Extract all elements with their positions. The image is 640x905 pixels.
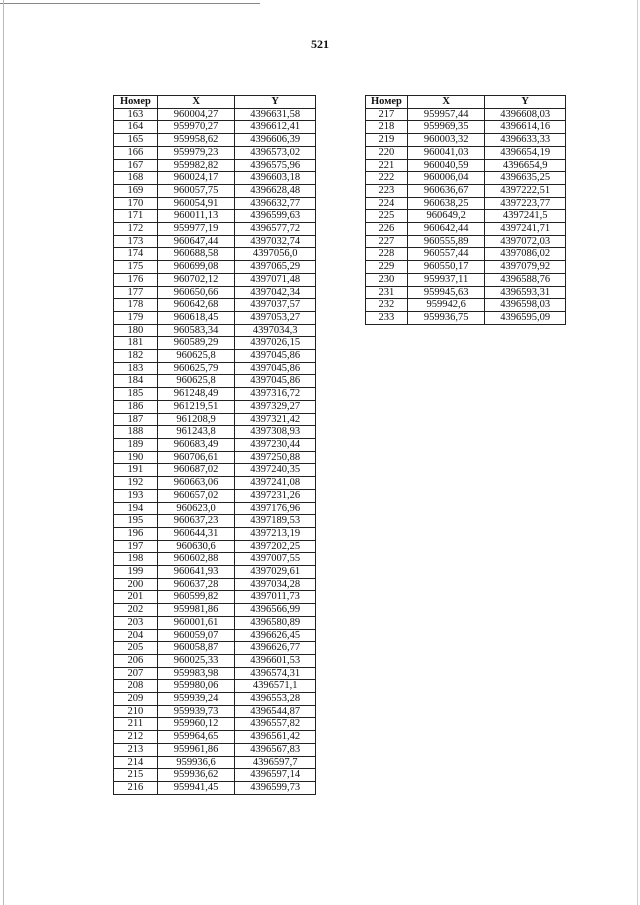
cell-y: 4397202,25 (235, 540, 316, 553)
table-row (366, 261, 566, 274)
scan-edge-left (3, 0, 4, 905)
cell-y: 4397065,29 (235, 261, 316, 274)
table-row (114, 159, 316, 172)
cell-number: 196 (114, 527, 158, 540)
cell-number: 212 (114, 731, 158, 744)
cell-number: 163 (114, 108, 158, 121)
table-row (114, 743, 316, 756)
table-row (366, 223, 566, 236)
cell-number: 199 (114, 566, 158, 579)
cell-x: 959942,6 (407, 299, 485, 312)
table-row (114, 756, 316, 769)
cell-x: 959957,44 (407, 108, 485, 121)
cell-y: 4396567,83 (235, 743, 316, 756)
cell-x: 960625,8 (157, 375, 235, 388)
table-row (114, 515, 316, 528)
cell-number: 213 (114, 743, 158, 756)
cell-x: 960555,89 (407, 235, 485, 248)
cell-y: 4396628,48 (235, 184, 316, 197)
cell-x: 960550,17 (407, 261, 485, 274)
table-row (114, 426, 316, 439)
cell-number: 179 (114, 311, 158, 324)
cell-y: 4397007,55 (235, 553, 316, 566)
table-row (366, 108, 566, 121)
cell-x: 961243,8 (157, 426, 235, 439)
cell-number: 178 (114, 299, 158, 312)
cell-x: 960650,66 (157, 286, 235, 299)
cell-number: 172 (114, 223, 158, 236)
header-y: Y (485, 96, 566, 109)
cell-number: 164 (114, 121, 158, 134)
table-row (114, 642, 316, 655)
cell-number: 208 (114, 680, 158, 693)
table-row (114, 235, 316, 248)
cell-number: 214 (114, 756, 158, 769)
cell-y: 4396654,19 (485, 146, 566, 159)
coordinates-table-left (113, 95, 316, 795)
cell-y: 4396598,03 (485, 299, 566, 312)
cell-x: 960057,75 (157, 184, 235, 197)
table-row (114, 172, 316, 185)
table-row (114, 108, 316, 121)
cell-y: 4396654,9 (485, 159, 566, 172)
cell-number: 221 (366, 159, 408, 172)
table-row (114, 146, 316, 159)
cell-y: 4396571,1 (235, 680, 316, 693)
header-number: Номер (366, 96, 408, 109)
table-header-row (366, 96, 566, 109)
cell-y: 4397213,19 (235, 527, 316, 540)
cell-y: 4397308,93 (235, 426, 316, 439)
cell-y: 4397241,08 (235, 477, 316, 490)
cell-number: 204 (114, 629, 158, 642)
cell-number: 215 (114, 769, 158, 782)
cell-number: 229 (366, 261, 408, 274)
cell-x: 959979,23 (157, 146, 235, 159)
cell-y: 4397053,27 (235, 311, 316, 324)
cell-number: 200 (114, 578, 158, 591)
table-row (366, 172, 566, 185)
table-row (114, 781, 316, 794)
header-number: Номер (114, 96, 158, 109)
cell-y: 4397321,42 (235, 413, 316, 426)
cell-x: 960623,0 (157, 502, 235, 515)
cell-y: 4396595,09 (485, 311, 566, 324)
table-row (366, 210, 566, 223)
cell-x: 960058,87 (157, 642, 235, 655)
table-row (114, 578, 316, 591)
cell-number: 202 (114, 604, 158, 617)
header-x: X (157, 96, 235, 109)
cell-y: 4397230,44 (235, 438, 316, 451)
table-row (114, 299, 316, 312)
cell-x: 961208,9 (157, 413, 235, 426)
table-row (114, 388, 316, 401)
cell-number: 226 (366, 223, 408, 236)
table-row (114, 705, 316, 718)
cell-y: 4397034,3 (235, 324, 316, 337)
cell-x: 960657,02 (157, 489, 235, 502)
cell-y: 4396599,73 (235, 781, 316, 794)
cell-x: 960059,07 (157, 629, 235, 642)
cell-y: 4397240,35 (235, 464, 316, 477)
table-row (114, 667, 316, 680)
cell-y: 4396601,53 (235, 654, 316, 667)
cell-x: 960602,88 (157, 553, 235, 566)
table-row (114, 566, 316, 579)
cell-number: 230 (366, 273, 408, 286)
cell-number: 231 (366, 286, 408, 299)
table-row (114, 540, 316, 553)
cell-y: 4396608,03 (485, 108, 566, 121)
cell-x: 960003,32 (407, 134, 485, 147)
cell-x: 960583,34 (157, 324, 235, 337)
header-y: Y (235, 96, 316, 109)
cell-number: 228 (366, 248, 408, 261)
cell-y: 4396631,58 (235, 108, 316, 121)
cell-number: 216 (114, 781, 158, 794)
cell-x: 960702,12 (157, 273, 235, 286)
cell-y: 4397045,86 (235, 362, 316, 375)
cell-x: 959936,62 (157, 769, 235, 782)
cell-number: 224 (366, 197, 408, 210)
cell-number: 227 (366, 235, 408, 248)
cell-y: 4396577,72 (235, 223, 316, 236)
cell-x: 960644,31 (157, 527, 235, 540)
cell-y: 4397011,73 (235, 591, 316, 604)
table-row (366, 121, 566, 134)
table-row (366, 197, 566, 210)
cell-x: 959939,24 (157, 693, 235, 706)
table-row (114, 438, 316, 451)
cell-number: 187 (114, 413, 158, 426)
table-row (114, 654, 316, 667)
cell-x: 960688,58 (157, 248, 235, 261)
cell-x: 960649,2 (407, 210, 485, 223)
cell-x: 960630,6 (157, 540, 235, 553)
cell-number: 232 (366, 299, 408, 312)
cell-x: 959961,86 (157, 743, 235, 756)
cell-x: 960001,61 (157, 616, 235, 629)
cell-number: 166 (114, 146, 158, 159)
cell-y: 4397241,71 (485, 223, 566, 236)
table-row (114, 248, 316, 261)
table-row (366, 134, 566, 147)
table-row (114, 591, 316, 604)
cell-number: 197 (114, 540, 158, 553)
table-row (114, 477, 316, 490)
table-row (114, 121, 316, 134)
cell-x: 959941,45 (157, 781, 235, 794)
table-header-row (114, 96, 316, 109)
cell-x: 960647,44 (157, 235, 235, 248)
table-row (114, 337, 316, 350)
table-row (114, 273, 316, 286)
table-row (366, 311, 566, 324)
cell-x: 959937,11 (407, 273, 485, 286)
cell-number: 217 (366, 108, 408, 121)
cell-y: 4397079,92 (485, 261, 566, 274)
cell-number: 171 (114, 210, 158, 223)
cell-number: 173 (114, 235, 158, 248)
cell-x: 961219,51 (157, 400, 235, 413)
cell-number: 176 (114, 273, 158, 286)
cell-y: 4396612,41 (235, 121, 316, 134)
cell-number: 170 (114, 197, 158, 210)
cell-y: 4396599,63 (235, 210, 316, 223)
cell-x: 959981,86 (157, 604, 235, 617)
table-row (114, 731, 316, 744)
coordinates-table-right (365, 95, 566, 325)
table-row (366, 159, 566, 172)
cell-x: 960636,67 (407, 184, 485, 197)
cell-number: 177 (114, 286, 158, 299)
cell-y: 4397026,15 (235, 337, 316, 350)
cell-x: 960625,79 (157, 362, 235, 375)
cell-y: 4396575,96 (235, 159, 316, 172)
cell-number: 193 (114, 489, 158, 502)
cell-y: 4397250,88 (235, 451, 316, 464)
cell-x: 961248,49 (157, 388, 235, 401)
cell-number: 218 (366, 121, 408, 134)
cell-number: 175 (114, 261, 158, 274)
table-row (114, 210, 316, 223)
header-x: X (407, 96, 485, 109)
cell-x: 960041,03 (407, 146, 485, 159)
cell-y: 4397231,26 (235, 489, 316, 502)
table-row (114, 362, 316, 375)
cell-number: 165 (114, 134, 158, 147)
cell-x: 960699,08 (157, 261, 235, 274)
cell-number: 181 (114, 337, 158, 350)
cell-x: 959939,73 (157, 705, 235, 718)
cell-x: 960557,44 (407, 248, 485, 261)
cell-x: 960011,13 (157, 210, 235, 223)
cell-x: 960004,27 (157, 108, 235, 121)
cell-x: 960618,45 (157, 311, 235, 324)
cell-x: 959982,82 (157, 159, 235, 172)
table-row (114, 375, 316, 388)
cell-x: 960683,49 (157, 438, 235, 451)
table-row (114, 223, 316, 236)
cell-y: 4396593,31 (485, 286, 566, 299)
cell-x: 960599,82 (157, 591, 235, 604)
cell-number: 191 (114, 464, 158, 477)
cell-x: 960054,91 (157, 197, 235, 210)
table-row (114, 197, 316, 210)
cell-number: 219 (366, 134, 408, 147)
cell-y: 4396566,99 (235, 604, 316, 617)
cell-number: 233 (366, 311, 408, 324)
cell-number: 201 (114, 591, 158, 604)
cell-number: 167 (114, 159, 158, 172)
cell-x: 960706,61 (157, 451, 235, 464)
table-row (114, 693, 316, 706)
cell-number: 180 (114, 324, 158, 337)
cell-y: 4396626,77 (235, 642, 316, 655)
cell-y: 4397045,86 (235, 375, 316, 388)
cell-y: 4397029,61 (235, 566, 316, 579)
table-row (366, 184, 566, 197)
cell-y: 4396580,89 (235, 616, 316, 629)
cell-x: 960663,06 (157, 477, 235, 490)
cell-number: 206 (114, 654, 158, 667)
cell-number: 195 (114, 515, 158, 528)
cell-number: 188 (114, 426, 158, 439)
table-row (366, 273, 566, 286)
table-row (114, 604, 316, 617)
cell-y: 4397086,02 (485, 248, 566, 261)
cell-x: 959945,63 (407, 286, 485, 299)
cell-number: 211 (114, 718, 158, 731)
cell-y: 4396635,25 (485, 172, 566, 185)
table-row (366, 235, 566, 248)
cell-number: 225 (366, 210, 408, 223)
table-row (114, 769, 316, 782)
cell-y: 4396606,39 (235, 134, 316, 147)
scan-edge-top (0, 3, 260, 4)
table-row (114, 350, 316, 363)
table-row (114, 184, 316, 197)
cell-y: 4397189,53 (235, 515, 316, 528)
cell-x: 959977,19 (157, 223, 235, 236)
cell-x: 960625,8 (157, 350, 235, 363)
table-row (114, 400, 316, 413)
cell-y: 4396626,45 (235, 629, 316, 642)
cell-x: 960642,68 (157, 299, 235, 312)
cell-y: 4397222,51 (485, 184, 566, 197)
table-row (114, 413, 316, 426)
cell-y: 4397329,27 (235, 400, 316, 413)
cell-y: 4397042,34 (235, 286, 316, 299)
cell-number: 169 (114, 184, 158, 197)
cell-y: 4396561,42 (235, 731, 316, 744)
cell-x: 960040,59 (407, 159, 485, 172)
table-row (114, 502, 316, 515)
cell-x: 960638,25 (407, 197, 485, 210)
cell-y: 4397037,57 (235, 299, 316, 312)
table-row (114, 464, 316, 477)
table-row (114, 489, 316, 502)
cell-y: 4396553,28 (235, 693, 316, 706)
cell-x: 960024,17 (157, 172, 235, 185)
cell-y: 4397223,77 (485, 197, 566, 210)
cell-number: 192 (114, 477, 158, 490)
cell-number: 222 (366, 172, 408, 185)
cell-number: 183 (114, 362, 158, 375)
table-row (114, 286, 316, 299)
cell-y: 4396574,31 (235, 667, 316, 680)
cell-number: 220 (366, 146, 408, 159)
cell-number: 203 (114, 616, 158, 629)
cell-x: 960641,93 (157, 566, 235, 579)
cell-y: 4397045,86 (235, 350, 316, 363)
table-row (366, 146, 566, 159)
page-number: 521 (311, 37, 329, 51)
cell-y: 4396544,87 (235, 705, 316, 718)
cell-number: 205 (114, 642, 158, 655)
table-row (114, 261, 316, 274)
cell-y: 4397056,0 (235, 248, 316, 261)
cell-number: 182 (114, 350, 158, 363)
cell-number: 184 (114, 375, 158, 388)
cell-x: 960687,02 (157, 464, 235, 477)
table-row (366, 299, 566, 312)
cell-x: 959970,27 (157, 121, 235, 134)
cell-y: 4397241,5 (485, 210, 566, 223)
cell-number: 174 (114, 248, 158, 261)
table-row (114, 527, 316, 540)
cell-y: 4397034,28 (235, 578, 316, 591)
cell-x: 960637,23 (157, 515, 235, 528)
cell-x: 959969,35 (407, 121, 485, 134)
cell-x: 960642,44 (407, 223, 485, 236)
cell-number: 189 (114, 438, 158, 451)
cell-y: 4396603,18 (235, 172, 316, 185)
cell-x: 960589,29 (157, 337, 235, 350)
cell-x: 959960,12 (157, 718, 235, 731)
table-row (366, 248, 566, 261)
cell-number: 198 (114, 553, 158, 566)
table-row (366, 286, 566, 299)
table-row (114, 324, 316, 337)
cell-y: 4397032,74 (235, 235, 316, 248)
cell-x: 960025,33 (157, 654, 235, 667)
cell-number: 209 (114, 693, 158, 706)
table-row (114, 134, 316, 147)
cell-x: 959983,98 (157, 667, 235, 680)
cell-y: 4396557,82 (235, 718, 316, 731)
scan-edge-right (637, 0, 638, 905)
cell-y: 4396588,76 (485, 273, 566, 286)
cell-y: 4396573,02 (235, 146, 316, 159)
cell-y: 4397072,03 (485, 235, 566, 248)
cell-number: 207 (114, 667, 158, 680)
table-row (114, 553, 316, 566)
table-row (114, 629, 316, 642)
cell-y: 4396633,33 (485, 134, 566, 147)
table-row (114, 616, 316, 629)
cell-number: 210 (114, 705, 158, 718)
cell-number: 185 (114, 388, 158, 401)
cell-x: 959936,75 (407, 311, 485, 324)
cell-number: 168 (114, 172, 158, 185)
cell-number: 223 (366, 184, 408, 197)
cell-y: 4396597,7 (235, 756, 316, 769)
table-row (114, 311, 316, 324)
cell-y: 4397071,48 (235, 273, 316, 286)
cell-number: 190 (114, 451, 158, 464)
cell-number: 194 (114, 502, 158, 515)
cell-x: 960637,28 (157, 578, 235, 591)
table-row (114, 680, 316, 693)
cell-y: 4396597,14 (235, 769, 316, 782)
table-row (114, 718, 316, 731)
cell-number: 186 (114, 400, 158, 413)
table-row (114, 451, 316, 464)
cell-x: 959958,62 (157, 134, 235, 147)
cell-x: 959964,65 (157, 731, 235, 744)
cell-y: 4397316,72 (235, 388, 316, 401)
cell-x: 959980,06 (157, 680, 235, 693)
cell-y: 4396632,77 (235, 197, 316, 210)
cell-x: 960006,04 (407, 172, 485, 185)
cell-x: 959936,6 (157, 756, 235, 769)
cell-y: 4396614,16 (485, 121, 566, 134)
cell-y: 4397176,96 (235, 502, 316, 515)
